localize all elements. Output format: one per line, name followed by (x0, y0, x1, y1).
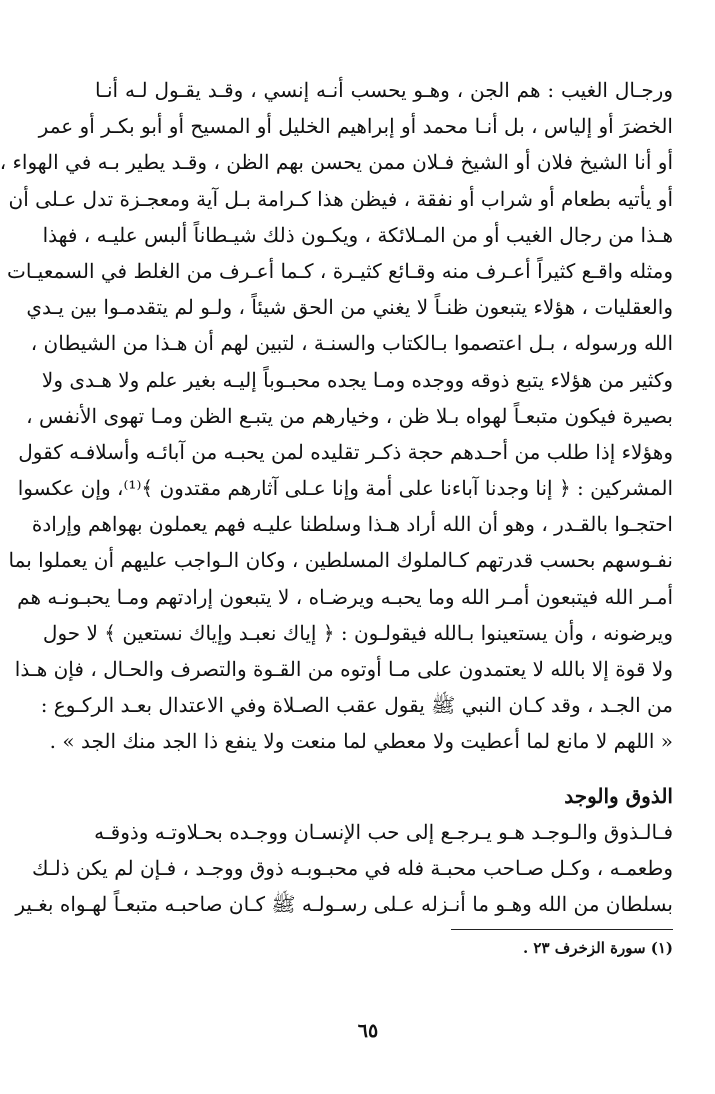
text-line: وهؤلاء إذا طلب من أحـدهم حجة ذكـر تقليده لمن يحبـه من آبائـه وأسلافـه كقول (18, 439, 673, 464)
text-line: المشركين : ﴿ إنا وجدنا آباءنا على أمة وإنا عـلى آثارهم مقتدون ﴾⁽¹⁾، وإن عكسوا (17, 476, 673, 501)
text-line: احتجـوا بالقـدر ، وهو أن الله أراد هـذا وسلطنا عليـه فهم يعملون بهواهم وإرادة (31, 512, 673, 537)
text-line: ومثله واقـع كثيراً أعـرف منه وقـائع كثيـرة ، كـما أعـرف من الغلط في السمعيـات (7, 258, 673, 283)
paragraph-main (0, 72, 673, 760)
text-line: « اللهم لا مانع لما أعطيت ولا معطي لما منعت ولا ينفع ذا الجد منك الجد » . (49, 729, 673, 754)
page-body (0, 72, 673, 922)
text-line: نفـوسهم بحسب قدرتهم كـالملوك المسلطين ، وكان الـواجب عليهم أن يعملوا بما (8, 548, 673, 573)
text-line: أمـر الله فيتبعون أمـر الله وما يحبـه ويرضـاه ، لا يتبعون إرادتهم ومـا يحبـونـه هم (17, 584, 673, 609)
footnote-divider (451, 929, 673, 930)
text-line: الله ورسوله ، بـل اعتصموا بـالكتاب والسنـة ، لتبين لهم أن هـذا من الشيطان ، (30, 331, 673, 356)
text-line: فـالـذوق والـوجـد هـو يـرجـع إلى حب الإنسـان ووجـده بحـلاوتـه وذوقـه (94, 819, 673, 844)
text-line: وطعمـه ، وكـل صـاحب محبـة فله في محبـوبـه ذوق ووجـد ، فـإن لم يكن ذلـك (31, 855, 673, 880)
text-line: هـذا من رجال الغيب أو من المـلائكة ، ويكـون ذلك شيـطاناً ألبس عليـه ، فهذا (42, 222, 673, 247)
text-line: بسلطان من الله وهـو ما أنـزله عـلى رسـولـه ﷺ كـان صاحبـه متبعـاً لهـواه بغـير (15, 891, 673, 916)
text-line: وكثير من هؤلاء يتبع ذوقه ووجده ومـا يجده محبـوباً إليـه بغير علم ولا هـدى ولا (41, 367, 673, 392)
text-line: بصيرة فيكون متبعـاً لهواه بـلا ظن ، وخيارهم من يتبـع الظن ومـا تهوى الأنفس ، (26, 403, 673, 428)
page-number: ٦٥ (357, 1020, 379, 1042)
text-line: أو يأتيه بطعام أو شراب أو نفقة ، فيظن هذا كـرامة بـل آية ومعجـزة تدل عـلى أن (8, 186, 673, 211)
paragraph-section (15, 814, 673, 923)
text-line: الخضرَ أو إلياس ، بل أنـا محمد أو إبراهيم الخليل أو المسيح أو أبو بكـر أو عمر (38, 114, 673, 139)
section-heading: الذوق والوجد (564, 783, 673, 808)
text-line: والعقليات ، هؤلاء يتبعون ظنـاً لا يغني من الحق شيئاً ، ولـو لم يتقدمـوا بين يـدي (26, 295, 673, 320)
footnote: (١) سورة الزخرف ٢٣ . (522, 939, 673, 957)
text-line: أو أنا الشيخ فلان أو الشيخ فـلان ممن يحسن بهم الظن ، وقـد يطير بـه في الهواء ، (0, 150, 673, 175)
text-line: من الجـد ، وقد كـان النبي ﷺ يقول عقب الصـلاة وفي الاعتدال بعـد الركـوع : (40, 693, 673, 718)
text-line: ورجـال الغيب : هم الجن ، وهـو يحسب أنـه إنسي ، وقـد يقـول لـه أنـا (95, 78, 673, 102)
text-line: ويرضونه ، وأن يستعينوا بـالله فيقولـون : ﴿ إياك نعبـد وإياك نستعين ﴾ لا حول (42, 620, 673, 645)
text-line: ولا قوة إلا بالله لا يعتمدون على مـا أوتوه من القـوة والتصرف والحـال ، فإن هـذا (14, 657, 673, 681)
